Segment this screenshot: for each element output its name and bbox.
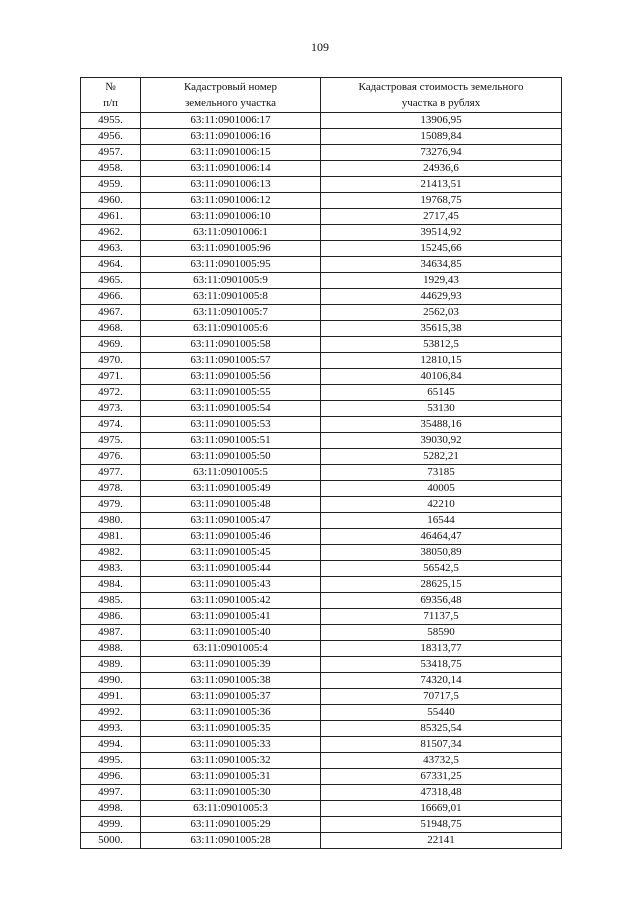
table-row xyxy=(81,337,562,353)
cadastral-number-cell: 63:11:0901005:3 xyxy=(141,801,321,817)
table-row xyxy=(81,193,562,209)
cadastral-number-cell: 63:11:0901005:48 xyxy=(141,497,321,513)
cadastral-number-cell: 63:11:0901005:47 xyxy=(141,513,321,529)
cadastral-value-cell: 28625,15 xyxy=(321,577,562,593)
row-number-cell: 4992. xyxy=(81,705,141,721)
table-row xyxy=(81,257,562,273)
row-number-cell: 4976. xyxy=(81,449,141,465)
row-number-cell: 4956. xyxy=(81,129,141,145)
cadastral-value-cell: 39030,92 xyxy=(321,433,562,449)
cadastral-number-cell: 63:11:0901005:46 xyxy=(141,529,321,545)
row-number-cell: 4972. xyxy=(81,385,141,401)
cadastral-number-cell: 63:11:0901005:7 xyxy=(141,305,321,321)
cadastral-value-cell: 15089,84 xyxy=(321,129,562,145)
header-line: земельного участка xyxy=(184,97,277,109)
cadastral-number-cell: 63:11:0901005:51 xyxy=(141,433,321,449)
cadastral-value-cell: 12810,15 xyxy=(321,353,562,369)
table-row xyxy=(81,209,562,225)
table-row xyxy=(81,561,562,577)
cadastral-value-cell: 38050,89 xyxy=(321,545,562,561)
cadastral-value-cell: 39514,92 xyxy=(321,225,562,241)
cadastral-number-cell: 63:11:0901006:12 xyxy=(141,193,321,209)
table-row xyxy=(81,401,562,417)
cadastral-value-cell: 73276,94 xyxy=(321,145,562,161)
cadastral-value-cell: 71137,5 xyxy=(321,609,562,625)
row-number-cell: 4962. xyxy=(81,225,141,241)
cadastral-value-cell: 44629,93 xyxy=(321,289,562,305)
cadastral-value-cell: 40005 xyxy=(321,481,562,497)
cadastral-value-cell: 16669,01 xyxy=(321,801,562,817)
row-number-cell: 4998. xyxy=(81,801,141,817)
table-row xyxy=(81,449,562,465)
table-row xyxy=(81,513,562,529)
cadastral-value-cell: 46464,47 xyxy=(321,529,562,545)
table-row xyxy=(81,465,562,481)
cadastral-value-cell: 19768,75 xyxy=(321,193,562,209)
row-number-cell: 4961. xyxy=(81,209,141,225)
row-number-cell: 4983. xyxy=(81,561,141,577)
table-row xyxy=(81,817,562,833)
cadastral-value-cell: 34634,85 xyxy=(321,257,562,273)
row-number-cell: 4984. xyxy=(81,577,141,593)
cadastral-value-cell: 42210 xyxy=(321,497,562,513)
row-number-cell: 4985. xyxy=(81,593,141,609)
table-row xyxy=(81,673,562,689)
cadastral-value-cell: 40106,84 xyxy=(321,369,562,385)
table-row xyxy=(81,801,562,817)
header-row-number xyxy=(81,78,141,113)
cadastral-number-cell: 63:11:0901005:29 xyxy=(141,817,321,833)
row-number-cell: 4982. xyxy=(81,545,141,561)
cadastral-number-cell: 63:11:0901006:10 xyxy=(141,209,321,225)
row-number-cell: 4958. xyxy=(81,161,141,177)
row-number-cell: 4969. xyxy=(81,337,141,353)
header-cadastral-value xyxy=(321,78,562,113)
cadastral-value-cell: 51948,75 xyxy=(321,817,562,833)
cadastral-value-cell: 70717,5 xyxy=(321,689,562,705)
table-row xyxy=(81,273,562,289)
table-row xyxy=(81,417,562,433)
row-number-cell: 4979. xyxy=(81,497,141,513)
cadastral-number-cell: 63:11:0901005:58 xyxy=(141,337,321,353)
table-row xyxy=(81,129,562,145)
cadastral-number-cell: 63:11:0901005:30 xyxy=(141,785,321,801)
row-number-cell: 4981. xyxy=(81,529,141,545)
row-number-cell: 4990. xyxy=(81,673,141,689)
row-number-cell: 4999. xyxy=(81,817,141,833)
table-row xyxy=(81,497,562,513)
header-line: участка в рублях xyxy=(401,97,481,109)
table-row xyxy=(81,609,562,625)
table-row xyxy=(81,593,562,609)
header-line: Кадастровый номер xyxy=(183,81,278,93)
cadastral-value-cell: 81507,34 xyxy=(321,737,562,753)
table-row xyxy=(81,721,562,737)
cadastral-number-cell: 63:11:0901005:43 xyxy=(141,577,321,593)
row-number-cell: 4991. xyxy=(81,689,141,705)
row-number-cell: 4977. xyxy=(81,465,141,481)
table-row xyxy=(81,305,562,321)
row-number-cell: 4967. xyxy=(81,305,141,321)
header-cadastral-number xyxy=(141,78,321,113)
cadastral-number-cell: 63:11:0901005:32 xyxy=(141,753,321,769)
cadastral-value-cell: 85325,54 xyxy=(321,721,562,737)
table-row xyxy=(81,289,562,305)
row-number-cell: 4964. xyxy=(81,257,141,273)
table-row xyxy=(81,433,562,449)
row-number-cell: 4997. xyxy=(81,785,141,801)
row-number-cell: 4957. xyxy=(81,145,141,161)
cadastral-value-cell: 24936,6 xyxy=(321,161,562,177)
row-number-cell: 4971. xyxy=(81,369,141,385)
cadastral-number-cell: 63:11:0901005:55 xyxy=(141,385,321,401)
cadastral-number-cell: 63:11:0901005:49 xyxy=(141,481,321,497)
cadastral-number-cell: 63:11:0901005:6 xyxy=(141,321,321,337)
row-number-cell: 4966. xyxy=(81,289,141,305)
row-number-cell: 4989. xyxy=(81,657,141,673)
cadastral-number-cell: 63:11:0901005:5 xyxy=(141,465,321,481)
cadastral-value-cell: 35488,16 xyxy=(321,417,562,433)
cadastral-number-cell: 63:11:0901006:15 xyxy=(141,145,321,161)
header-line: Кадастровая стоимость земельного xyxy=(358,81,524,93)
row-number-cell: 4988. xyxy=(81,641,141,657)
cadastral-value-cell: 1929,43 xyxy=(321,273,562,289)
cadastral-number-cell: 63:11:0901006:17 xyxy=(141,113,321,129)
table-row xyxy=(81,641,562,657)
table-row xyxy=(81,113,562,129)
cadastral-value-cell: 16544 xyxy=(321,513,562,529)
table-row xyxy=(81,833,562,849)
cadastral-value-cell: 58590 xyxy=(321,625,562,641)
cadastral-value-cell: 74320,14 xyxy=(321,673,562,689)
table-row xyxy=(81,529,562,545)
cadastral-number-cell: 63:11:0901005:45 xyxy=(141,545,321,561)
cadastral-number-cell: 63:11:0901005:4 xyxy=(141,641,321,657)
cadastral-number-cell: 63:11:0901005:28 xyxy=(141,833,321,849)
table-row xyxy=(81,737,562,753)
row-number-cell: 4993. xyxy=(81,721,141,737)
table-row xyxy=(81,689,562,705)
cadastral-value-cell: 53812,5 xyxy=(321,337,562,353)
table-row xyxy=(81,385,562,401)
cadastral-number-cell: 63:11:0901006:1 xyxy=(141,225,321,241)
cadastral-number-cell: 63:11:0901005:41 xyxy=(141,609,321,625)
cadastral-value-cell: 2717,45 xyxy=(321,209,562,225)
row-number-cell: 4965. xyxy=(81,273,141,289)
cadastral-number-cell: 63:11:0901006:13 xyxy=(141,177,321,193)
cadastral-number-cell: 63:11:0901005:53 xyxy=(141,417,321,433)
cadastral-value-cell: 35615,38 xyxy=(321,321,562,337)
cadastral-number-cell: 63:11:0901005:95 xyxy=(141,257,321,273)
row-number-cell: 4994. xyxy=(81,737,141,753)
cadastral-number-cell: 63:11:0901005:56 xyxy=(141,369,321,385)
row-number-cell: 4986. xyxy=(81,609,141,625)
row-number-cell: 4955. xyxy=(81,113,141,129)
row-number-cell: 4980. xyxy=(81,513,141,529)
cadastral-number-cell: 63:11:0901005:9 xyxy=(141,273,321,289)
cadastral-value-cell: 2562,03 xyxy=(321,305,562,321)
cadastral-number-cell: 63:11:0901005:50 xyxy=(141,449,321,465)
row-number-cell: 4974. xyxy=(81,417,141,433)
table-row xyxy=(81,481,562,497)
table-row xyxy=(81,769,562,785)
cadastral-value-cell: 67331,25 xyxy=(321,769,562,785)
cadastral-number-cell: 63:11:0901005:37 xyxy=(141,689,321,705)
cadastral-value-cell: 56542,5 xyxy=(321,561,562,577)
table-row xyxy=(81,353,562,369)
header-line: № xyxy=(105,81,116,93)
table-row xyxy=(81,225,562,241)
cadastral-number-cell: 63:11:0901005:31 xyxy=(141,769,321,785)
row-number-cell: 4968. xyxy=(81,321,141,337)
cadastral-number-cell: 63:11:0901005:39 xyxy=(141,657,321,673)
cadastral-number-cell: 63:11:0901005:8 xyxy=(141,289,321,305)
table-row xyxy=(81,785,562,801)
table-row xyxy=(81,321,562,337)
cadastral-number-cell: 63:11:0901005:54 xyxy=(141,401,321,417)
table-row xyxy=(81,577,562,593)
cadastral-number-cell: 63:11:0901006:16 xyxy=(141,129,321,145)
row-number-cell: 4960. xyxy=(81,193,141,209)
cadastral-value-cell: 53418,75 xyxy=(321,657,562,673)
row-number-cell: 4975. xyxy=(81,433,141,449)
table-row xyxy=(81,705,562,721)
cadastral-number-cell: 63:11:0901005:40 xyxy=(141,625,321,641)
cadastral-value-cell: 55440 xyxy=(321,705,562,721)
page-number: 109 xyxy=(311,40,329,54)
table-row xyxy=(81,545,562,561)
cadastral-number-cell: 63:11:0901005:35 xyxy=(141,721,321,737)
row-number-cell: 4970. xyxy=(81,353,141,369)
header-line: п/п xyxy=(103,97,118,109)
cadastral-value-cell: 15245,66 xyxy=(321,241,562,257)
cadastral-number-cell: 63:11:0901005:33 xyxy=(141,737,321,753)
cadastral-number-cell: 63:11:0901005:36 xyxy=(141,705,321,721)
table-row xyxy=(81,369,562,385)
row-number-cell: 4973. xyxy=(81,401,141,417)
cadastral-value-cell: 73185 xyxy=(321,465,562,481)
table-row xyxy=(81,145,562,161)
row-number-cell: 4987. xyxy=(81,625,141,641)
table-header-row xyxy=(81,78,562,113)
cadastral-value-cell: 13906,95 xyxy=(321,113,562,129)
cadastral-value-cell: 47318,48 xyxy=(321,785,562,801)
cadastral-value-cell: 69356,48 xyxy=(321,593,562,609)
cadastral-value-cell: 65145 xyxy=(321,385,562,401)
table-row xyxy=(81,625,562,641)
row-number-cell: 4995. xyxy=(81,753,141,769)
cadastral-value-cell: 22141 xyxy=(321,833,562,849)
cadastral-value-cell: 18313,77 xyxy=(321,641,562,657)
table-row xyxy=(81,753,562,769)
cadastral-number-cell: 63:11:0901006:14 xyxy=(141,161,321,177)
row-number-cell: 4963. xyxy=(81,241,141,257)
cadastral-value-cell: 43732,5 xyxy=(321,753,562,769)
table-row xyxy=(81,161,562,177)
cadastral-value-cell: 21413,51 xyxy=(321,177,562,193)
cadastral-value-table xyxy=(80,77,562,849)
cadastral-value-cell: 5282,21 xyxy=(321,449,562,465)
row-number-cell: 4959. xyxy=(81,177,141,193)
row-number-cell: 4978. xyxy=(81,481,141,497)
table-row xyxy=(81,657,562,673)
row-number-cell: 5000. xyxy=(81,833,141,849)
cadastral-number-cell: 63:11:0901005:42 xyxy=(141,593,321,609)
cadastral-value-cell: 53130 xyxy=(321,401,562,417)
row-number-cell: 4996. xyxy=(81,769,141,785)
table-row xyxy=(81,177,562,193)
cadastral-number-cell: 63:11:0901005:38 xyxy=(141,673,321,689)
cadastral-number-cell: 63:11:0901005:57 xyxy=(141,353,321,369)
table-row xyxy=(81,241,562,257)
cadastral-number-cell: 63:11:0901005:44 xyxy=(141,561,321,577)
cadastral-number-cell: 63:11:0901005:96 xyxy=(141,241,321,257)
